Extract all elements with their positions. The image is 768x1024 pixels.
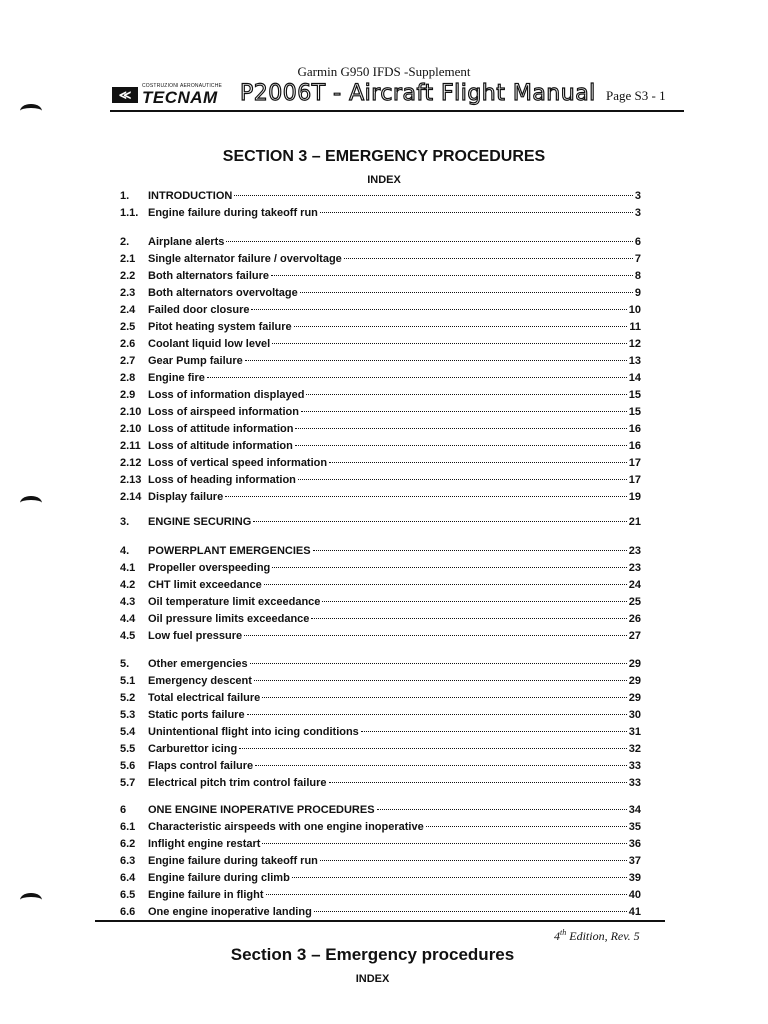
toc-leader-dots bbox=[298, 479, 627, 480]
toc-entry-number: 2.5 bbox=[120, 321, 136, 333]
toc-entry-page: 40 bbox=[628, 889, 641, 901]
toc-leader-dots bbox=[250, 663, 627, 664]
toc-entry-page: 35 bbox=[628, 821, 641, 833]
toc-entry-title: Coolant liquid low level bbox=[148, 338, 271, 350]
toc-entry-title: Gear Pump failure bbox=[148, 355, 243, 367]
toc-entry-title: Airplane alerts bbox=[148, 236, 225, 248]
toc-entry-number: 5.2 bbox=[120, 692, 136, 704]
toc-leader-dots bbox=[244, 635, 627, 636]
toc-entry bbox=[120, 560, 641, 576]
toc-entry-page: 29 bbox=[628, 658, 641, 670]
toc-entry bbox=[120, 455, 641, 471]
toc-entry-number: 2.8 bbox=[120, 372, 136, 384]
toc-entry-title: Loss of information displayed bbox=[148, 389, 305, 401]
toc-leader-dots bbox=[226, 241, 632, 242]
toc-entry-page: 29 bbox=[628, 675, 641, 687]
toc-leader-dots bbox=[225, 496, 627, 497]
toc-entry-title: Static ports failure bbox=[148, 709, 245, 721]
toc-entry-number: 3. bbox=[120, 516, 130, 528]
punch-hole-mark bbox=[20, 496, 42, 510]
toc-leader-dots bbox=[271, 275, 633, 276]
edition-label bbox=[554, 928, 640, 944]
toc-entry-title: Loss of heading information bbox=[148, 474, 296, 486]
toc-entry-number: 2.12 bbox=[120, 457, 142, 469]
toc-entry-number: 2.11 bbox=[120, 440, 141, 452]
toc-leader-dots bbox=[426, 826, 627, 827]
toc-leader-dots bbox=[234, 195, 633, 196]
toc-leader-dots bbox=[329, 462, 627, 463]
toc-leader-dots bbox=[322, 601, 626, 602]
toc-leader-dots bbox=[295, 445, 627, 446]
toc-entry-page: 11 bbox=[629, 321, 641, 333]
toc-entry-page: 32 bbox=[628, 743, 641, 755]
toc-leader-dots bbox=[294, 326, 628, 327]
logo-mark-icon: ≪ bbox=[112, 87, 138, 103]
toc-leader-dots bbox=[314, 911, 627, 912]
toc-leader-dots bbox=[344, 258, 633, 259]
toc-entry bbox=[120, 543, 641, 559]
header-divider bbox=[110, 110, 684, 112]
toc-leader-dots bbox=[311, 618, 626, 619]
index-label: INDEX bbox=[367, 174, 401, 186]
toc-entry-number: 2.14 bbox=[120, 491, 142, 503]
toc-entry-title: Both alternators overvoltage bbox=[148, 287, 298, 299]
toc-entry bbox=[120, 853, 641, 869]
toc-entry-title: Emergency descent bbox=[148, 675, 252, 687]
toc-entry-page: 6 bbox=[634, 236, 641, 248]
toc-leader-dots bbox=[313, 550, 627, 551]
toc-leader-dots bbox=[306, 394, 626, 395]
toc-leader-dots bbox=[262, 843, 626, 844]
toc-entry bbox=[120, 594, 641, 610]
toc-leader-dots bbox=[361, 731, 627, 732]
toc-entry-number: 5.6 bbox=[120, 760, 136, 772]
toc-entry-number: 4. bbox=[120, 545, 130, 557]
toc-entry-title: ONE ENGINE INOPERATIVE PROCEDURES bbox=[148, 804, 375, 816]
toc-entry bbox=[120, 741, 641, 757]
toc-entry bbox=[120, 370, 641, 386]
toc-entry-title: Loss of vertical speed information bbox=[148, 457, 328, 469]
toc-entry bbox=[120, 611, 641, 627]
toc-entry-number: 6.6 bbox=[120, 906, 136, 918]
footer-divider bbox=[95, 920, 665, 922]
toc-entry-page: 10 bbox=[628, 304, 641, 316]
toc-entry bbox=[120, 353, 641, 369]
toc-entry-page: 17 bbox=[628, 457, 641, 469]
toc-leader-dots bbox=[320, 860, 627, 861]
toc-entry-page: 33 bbox=[628, 760, 641, 772]
toc-entry-page: 39 bbox=[628, 872, 641, 884]
toc-entry-page: 12 bbox=[628, 338, 641, 350]
toc-entry-page: 34 bbox=[628, 804, 641, 816]
toc-entry-title: CHT limit exceedance bbox=[148, 579, 262, 591]
toc-entry-number: 5.4 bbox=[120, 726, 136, 738]
toc-entry-page: 3 bbox=[634, 190, 641, 202]
toc-entry-number: 6.2 bbox=[120, 838, 136, 850]
toc-entry-page: 31 bbox=[628, 726, 641, 738]
toc-entry bbox=[120, 904, 641, 920]
toc-entry-number: 6.1 bbox=[120, 821, 136, 833]
toc-entry bbox=[120, 234, 641, 250]
toc-entry-title: Engine failure in flight bbox=[148, 889, 264, 901]
toc-entry-page: 27 bbox=[628, 630, 641, 642]
toc-entry-title: Inflight engine restart bbox=[148, 838, 261, 850]
toc-entry-number: 4.4 bbox=[120, 613, 136, 625]
toc-entry bbox=[120, 775, 641, 791]
toc-entry-page: 30 bbox=[628, 709, 641, 721]
toc-entry-title: Low fuel pressure bbox=[148, 630, 243, 642]
toc-entry-page: 25 bbox=[628, 596, 641, 608]
toc-entry bbox=[120, 514, 641, 530]
toc-entry-number: 5.5 bbox=[120, 743, 136, 755]
toc-entry bbox=[120, 387, 641, 403]
toc-entry-title: Unintentional flight into icing conditions bbox=[148, 726, 359, 738]
toc-entry-page: 3 bbox=[634, 207, 641, 219]
footer-index-label: INDEX bbox=[355, 973, 390, 985]
toc-entry bbox=[120, 472, 641, 488]
section-title: SECTION 3 – EMERGENCY PROCEDURES bbox=[222, 148, 546, 165]
toc-entry bbox=[120, 319, 641, 335]
toc-leader-dots bbox=[207, 377, 627, 378]
toc-entry-title: Propeller overspeeding bbox=[148, 562, 271, 574]
toc-leader-dots bbox=[320, 212, 633, 213]
toc-entry-title: Engine fire bbox=[148, 372, 205, 384]
toc-entry-number: 5.7 bbox=[120, 777, 136, 789]
toc-entry-number: 4.1 bbox=[120, 562, 136, 574]
toc-entry-page: 36 bbox=[628, 838, 641, 850]
toc-entry-page: 15 bbox=[628, 406, 641, 418]
toc-entry-number: 4.5 bbox=[120, 630, 136, 642]
toc-entry-page: 14 bbox=[628, 372, 641, 384]
toc-entry bbox=[120, 690, 641, 706]
toc-entry bbox=[120, 251, 641, 267]
footer-section-title: Section 3 – Emergency procedures bbox=[230, 945, 515, 964]
toc-entry-number: 6.4 bbox=[120, 872, 136, 884]
toc-entry-number: 4.3 bbox=[120, 596, 136, 608]
toc-entry-title: Total electrical failure bbox=[148, 692, 261, 704]
toc-entry-number: 2.4 bbox=[120, 304, 136, 316]
toc-entry bbox=[120, 802, 641, 818]
toc-entry-page: 16 bbox=[628, 440, 641, 452]
toc-leader-dots bbox=[377, 809, 627, 810]
toc-entry-number: 1. bbox=[120, 190, 130, 202]
toc-entry bbox=[120, 285, 641, 301]
toc-entry-title: Loss of airspeed information bbox=[148, 406, 299, 418]
toc-entry bbox=[120, 188, 641, 204]
toc-entry bbox=[120, 205, 641, 221]
toc-entry-title: Engine failure during climb bbox=[148, 872, 290, 884]
toc-entry bbox=[120, 489, 641, 505]
supplement-title: Garmin G950 IFDS -Supplement bbox=[297, 64, 471, 79]
toc-entry-title: Single alternator failure / overvoltage bbox=[148, 253, 342, 265]
logo-brand: TECNAM bbox=[142, 88, 218, 107]
toc-entry-number: 4.2 bbox=[120, 579, 136, 591]
toc-entry-title: Carburettor icing bbox=[148, 743, 238, 755]
toc-leader-dots bbox=[254, 680, 627, 681]
toc-entry-title: Loss of attitude information bbox=[148, 423, 294, 435]
edition-suffix: th bbox=[560, 928, 567, 937]
page-reference: Page S3 - 1 bbox=[606, 88, 666, 103]
toc-leader-dots bbox=[300, 292, 633, 293]
toc-entry-number: 5.3 bbox=[120, 709, 136, 721]
toc-entry-number: 2.3 bbox=[120, 287, 136, 299]
toc-entry-number: 2.13 bbox=[120, 474, 142, 486]
toc-entry-page: 33 bbox=[628, 777, 641, 789]
toc-entry-page: 16 bbox=[628, 423, 641, 435]
toc-entry-page: 13 bbox=[628, 355, 641, 367]
toc-entry bbox=[120, 887, 641, 903]
edition-text: Edition, Rev. 5 bbox=[566, 929, 640, 943]
toc-entry bbox=[120, 724, 641, 740]
toc-entry bbox=[120, 268, 641, 284]
toc-entry-number: 6.3 bbox=[120, 855, 136, 867]
toc-entry bbox=[120, 336, 641, 352]
toc-entry bbox=[120, 673, 641, 689]
toc-entry-page: 24 bbox=[628, 579, 641, 591]
toc-entry-page: 37 bbox=[628, 855, 641, 867]
toc-leader-dots bbox=[247, 714, 627, 715]
toc-entry bbox=[120, 302, 641, 318]
toc-entry bbox=[120, 404, 641, 420]
toc-entry-title: Loss of altitude information bbox=[148, 440, 293, 452]
toc-entry-page: 7 bbox=[634, 253, 641, 265]
toc-entry-page: 23 bbox=[628, 562, 641, 574]
toc-leader-dots bbox=[253, 521, 626, 522]
toc-leader-dots bbox=[329, 782, 627, 783]
punch-hole-mark bbox=[20, 104, 42, 118]
toc-entry bbox=[120, 628, 641, 644]
toc-leader-dots bbox=[266, 894, 627, 895]
toc-entry-number: 6.5 bbox=[120, 889, 136, 901]
toc-entry-number: 5.1 bbox=[120, 675, 136, 687]
toc-entry-number: 2.9 bbox=[120, 389, 136, 401]
toc-entry-title: Electrical pitch trim control failure bbox=[148, 777, 327, 789]
toc-entry-number: 2. bbox=[120, 236, 130, 248]
toc-entry-title: INTRODUCTION bbox=[148, 190, 233, 202]
toc-leader-dots bbox=[292, 877, 627, 878]
toc-entry-number: 2.6 bbox=[120, 338, 136, 350]
logo-tagline: COSTRUZIONI AERONAUTICHE bbox=[142, 83, 223, 89]
toc-entry-title: Engine failure during takeoff run bbox=[148, 855, 318, 867]
toc-entry bbox=[120, 438, 641, 454]
toc-leader-dots bbox=[239, 748, 627, 749]
toc-entry bbox=[120, 707, 641, 723]
toc-entry bbox=[120, 577, 641, 593]
toc-entry-title: One engine inoperative landing bbox=[148, 906, 312, 918]
toc-entry-page: 41 bbox=[628, 906, 641, 918]
toc-entry-page: 9 bbox=[634, 287, 641, 299]
toc-entry bbox=[120, 836, 641, 852]
punch-hole-mark bbox=[20, 893, 42, 907]
toc-entry-page: 19 bbox=[628, 491, 641, 503]
toc-entry bbox=[120, 870, 641, 886]
toc-entry-number: 2.10 bbox=[120, 406, 142, 418]
toc-entry-title: Characteristic airspeeds with one engine inoperative bbox=[148, 821, 424, 833]
toc-entry-page: 15 bbox=[628, 389, 641, 401]
toc-entry-page: 21 bbox=[628, 516, 641, 528]
toc-entry-number: 2.1 bbox=[120, 253, 136, 265]
toc-leader-dots bbox=[262, 697, 626, 698]
toc-entry bbox=[120, 819, 641, 835]
toc-entry-page: 23 bbox=[628, 545, 641, 557]
toc-entry-page: 29 bbox=[628, 692, 641, 704]
toc-entry-page: 17 bbox=[628, 474, 641, 486]
manual-title: P2006T - Aircraft Flight Manual bbox=[240, 81, 596, 106]
toc-entry-number: 5. bbox=[120, 658, 130, 670]
toc-entry bbox=[120, 758, 641, 774]
toc-entry-number: 2.2 bbox=[120, 270, 136, 282]
toc-entry-title: POWERPLANT EMERGENCIES bbox=[148, 545, 311, 557]
toc-entry-title: Display failure bbox=[148, 491, 224, 503]
toc-leader-dots bbox=[255, 765, 627, 766]
toc-leader-dots bbox=[264, 584, 627, 585]
toc-entry-title: Engine failure during takeoff run bbox=[148, 207, 318, 219]
toc-entry-page: 8 bbox=[634, 270, 641, 282]
toc-entry-title: ENGINE SECURING bbox=[148, 516, 252, 528]
toc-entry-title: Other emergencies bbox=[148, 658, 248, 670]
toc-entry-title: Oil temperature limit exceedance bbox=[148, 596, 321, 608]
toc-entry-title: Flaps control failure bbox=[148, 760, 254, 772]
toc-entry-number: 6 bbox=[120, 804, 127, 816]
tecnam-logo bbox=[112, 83, 223, 107]
toc-entry-number: 1.1. bbox=[120, 207, 139, 219]
toc-entry-title: Both alternators failure bbox=[148, 270, 270, 282]
toc-leader-dots bbox=[245, 360, 627, 361]
toc-leader-dots bbox=[251, 309, 626, 310]
toc-entry-title: Failed door closure bbox=[148, 304, 250, 316]
toc-entry bbox=[120, 421, 641, 437]
toc-leader-dots bbox=[301, 411, 627, 412]
toc-entry-page: 26 bbox=[628, 613, 641, 625]
toc-leader-dots bbox=[272, 567, 626, 568]
edition-ordinal: 4 bbox=[554, 929, 560, 943]
toc-leader-dots bbox=[295, 428, 626, 429]
toc-entry-number: 2.10 bbox=[120, 423, 142, 435]
toc-entry-number: 2.7 bbox=[120, 355, 136, 367]
toc-leader-dots bbox=[272, 343, 627, 344]
toc-entry-title: Oil pressure limits exceedance bbox=[148, 613, 310, 625]
toc-entry-title: Pitot heating system failure bbox=[148, 321, 292, 333]
toc-entry bbox=[120, 656, 641, 672]
